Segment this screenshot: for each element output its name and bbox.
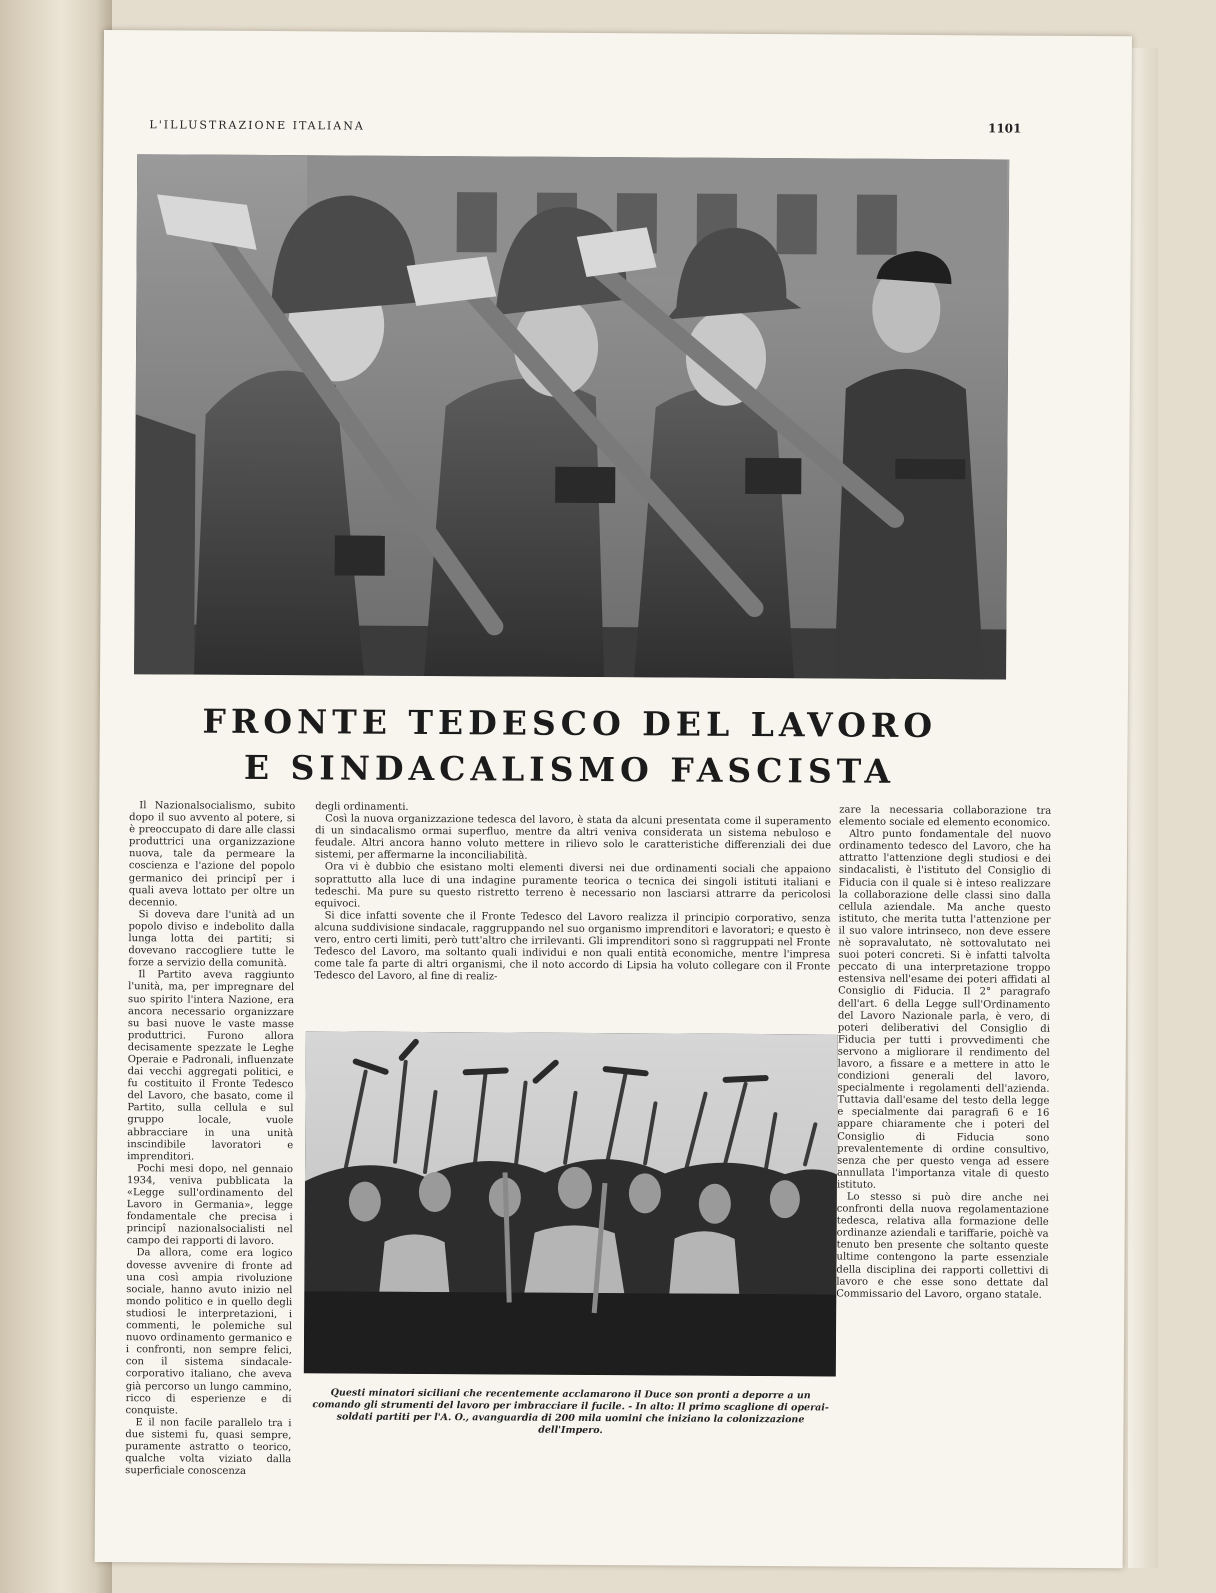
running-head: L'ILLUSTRAZIONE ITALIANA	[149, 118, 365, 133]
paragraph: Si dice infatti sovente che il Fronte Tedesco del Lavoro realizza il principio corporativo, senza alcuna suddivisione sindacale, raggruppando nel suo organismo imprenditori e lavoratori; e questo è vero, entro certi limiti, però tutt'altro che irrilevanti. Gli imprenditori sono sì raggruppati nel Fronte Tedesco del Lavoro, ma soltanto quali individui e non quali entità economiche, mentre l'impresa come tale fa parte di altri organismi, che il noto accordo di Lipsia ha voluto collegare con il Fronte Tedesco del Lavoro, al fine di realiz-	[314, 910, 831, 983]
paragraph: Altro punto fondamentale del nuovo ordinamento tedesco del Lavoro, che ha attratto l'attenzione degli studiosi e dei sindacalisti, è l'istituto del Consiglio di Fiducia con il quale si è inteso realizzare la collaborazione delle classi sino dalla cellula aziendale. Ma anche questo istituto, che merita tutta l'attenzione per il suo valore intrinseco, non deve essere nè sopravalutato, nè sottovalutato nei suoi poteri concreti. Si è infatti talvolta peccato di una interpretazione troppo estensiva nell'esame dei poteri affidati al Consiglio di Fiducia. Il 2° paragrafo dell'art. 6 della Legge sull'Ordinamento del Lavoro Nazionale parla, è vero, di poteri deliberativi del Consiglio di Fiducia per tutti i provvedimenti che servono a migliorare il rendimento del lavoro, a fissare e a mettere in atto le condizioni generali del lavoro, specialmente i regolamenti dell'azienda. Tuttavia dall'esame del testo della legge e specialmente dai paragrafi 6 e 16 appare chiaramente che i poteri del Consiglio di Fiducia sono prevalentemente di ordine consultivo, senza che per questo venga ad essere annullata l'importanza vitale di questo istituto.	[836, 828, 1052, 1191]
page-stack-edge	[1128, 48, 1158, 1568]
page-number: 1101	[987, 121, 1022, 136]
magazine-page	[95, 30, 1132, 1568]
article-column-middle	[314, 801, 831, 986]
paragraph: degli ordinamenti.	[315, 801, 409, 813]
paragraph: Da allora, come era logico dovesse avvenire di fronte ad una così ampia rivoluzione sociale, hanno avuto inizio nel mondo politico e in quello degli studiosi le interpretazioni, i commenti, le polemiche sul nuovo ordinamento germanico e i confronti, non sempre felici, con il sistema sindacale-corporativo italiano, che aveva già percorso un lungo cammino, ricco di esperienze e di conquiste.	[125, 1247, 293, 1417]
paragraph: Lo stesso si può dire anche nei confronti della nuova regolamentazione tedesca, relativa alla formazione delle ordinanze aziendali e tariffarie, poichè va tenuto ben presente che soltanto queste ultime contengono la parte essenziale della disciplina dei rapporti collettivi di lavoro e che esse sono dettate dal Commissario del Lavoro, organo statale.	[836, 1191, 1049, 1301]
paragraph: Si doveva dare l'unità ad un popolo diviso e indebolito dalla lunga lotta dei partiti; si dovevano raccogliere tutte le forze a servizio della comunità.	[128, 909, 295, 970]
paragraph: Il Nazionalsocialismo, subito dopo il suo avvento al potere, si è preoccupato di dare alle classi produttrici una organizzazione nuova, tale da permeare la coscienza e l'azione del popolo germanico dei principî per i quali aveva lottato per oltre un decennio.	[128, 800, 296, 909]
paragraph: zare la necessaria collaborazione tra elemento sociale ed elemento economico.	[839, 804, 1052, 829]
article-column-right	[836, 805, 1051, 1302]
article-column-left	[125, 800, 295, 1478]
title-line-1: FRONTE TEDESCO DEL LAVORO	[202, 701, 938, 746]
photo-miners-raising-tools	[304, 1031, 838, 1376]
paragraph: Pochi mesi dopo, nel gennaio 1934, veniva pubblicata la «Legge sull'ordinamento del Lavoro in Germania», legge fondamentale che precisa i principî nazionalsocialisti nel campo dei rapporti di lavoro.	[126, 1163, 294, 1248]
title-line-2: E SINDACALISMO FASCISTA	[243, 747, 896, 791]
paragraph: Ora vi è dubbio che esistano molti elementi diversi nei due ordinamenti sociali che appaiono soprattutto alla luce di una indagine puramente teorica o tecnica dei singoli istituti italiani e tedeschi. Ma pure su questo ristretto terreno è necessario non lasciarsi attrarre da pericolosi equivoci.	[314, 861, 831, 910]
paragraph: E il non facile parallelo tra i due sistemi fu, quasi sempre, puramente astratto o teorico, qualche volta viziato dalla superficiale conoscenza	[125, 1416, 292, 1478]
article-title	[139, 698, 1000, 795]
paragraph: Il Partito aveva raggiunto l'unità, ma, per impregnare del suo spirito l'intera Nazione, era ancora necessario organizzare su basi nuove le vaste masse produttrici. Furono allora decisamente spezzate le Leghe Operaie e Padronali, influenzate dai vecchi aggregati politici, e fu costituito il Fronte Tedesco del Lavoro, che basato, come il Partito, sulla cellula e sul gruppo locale, vuole abbracciare in una unità inscindibile lavoratori e imprenditori.	[127, 969, 295, 1163]
paragraph: Così la nuova organizzazione tedesca del lavoro, è stata da alcuni presentata come il superamento di un sindacalismo ormai superfluo, mentre da altri veniva considerata un sistema nebuloso e feudale. Altri ancora hanno voluto mettere in rilievo solo le caratteristiche differenziali dei due sistemi, per affermarne la inconciliabilità.	[314, 813, 832, 862]
photo-soldiers-with-pickaxes	[134, 154, 1009, 679]
photo-caption: Questi minatori siciliani che recentemente acclamarono il Duce son pronti a deporre a un comando gli strumenti del lavoro per imbracciare il fucile. - In alto: Il primo scaglione di operai-soldati partiti per l'A. O., avanguardia di 200 mila uomini che iniziano la colonizzazione dell'Impero.	[312, 1387, 829, 1437]
